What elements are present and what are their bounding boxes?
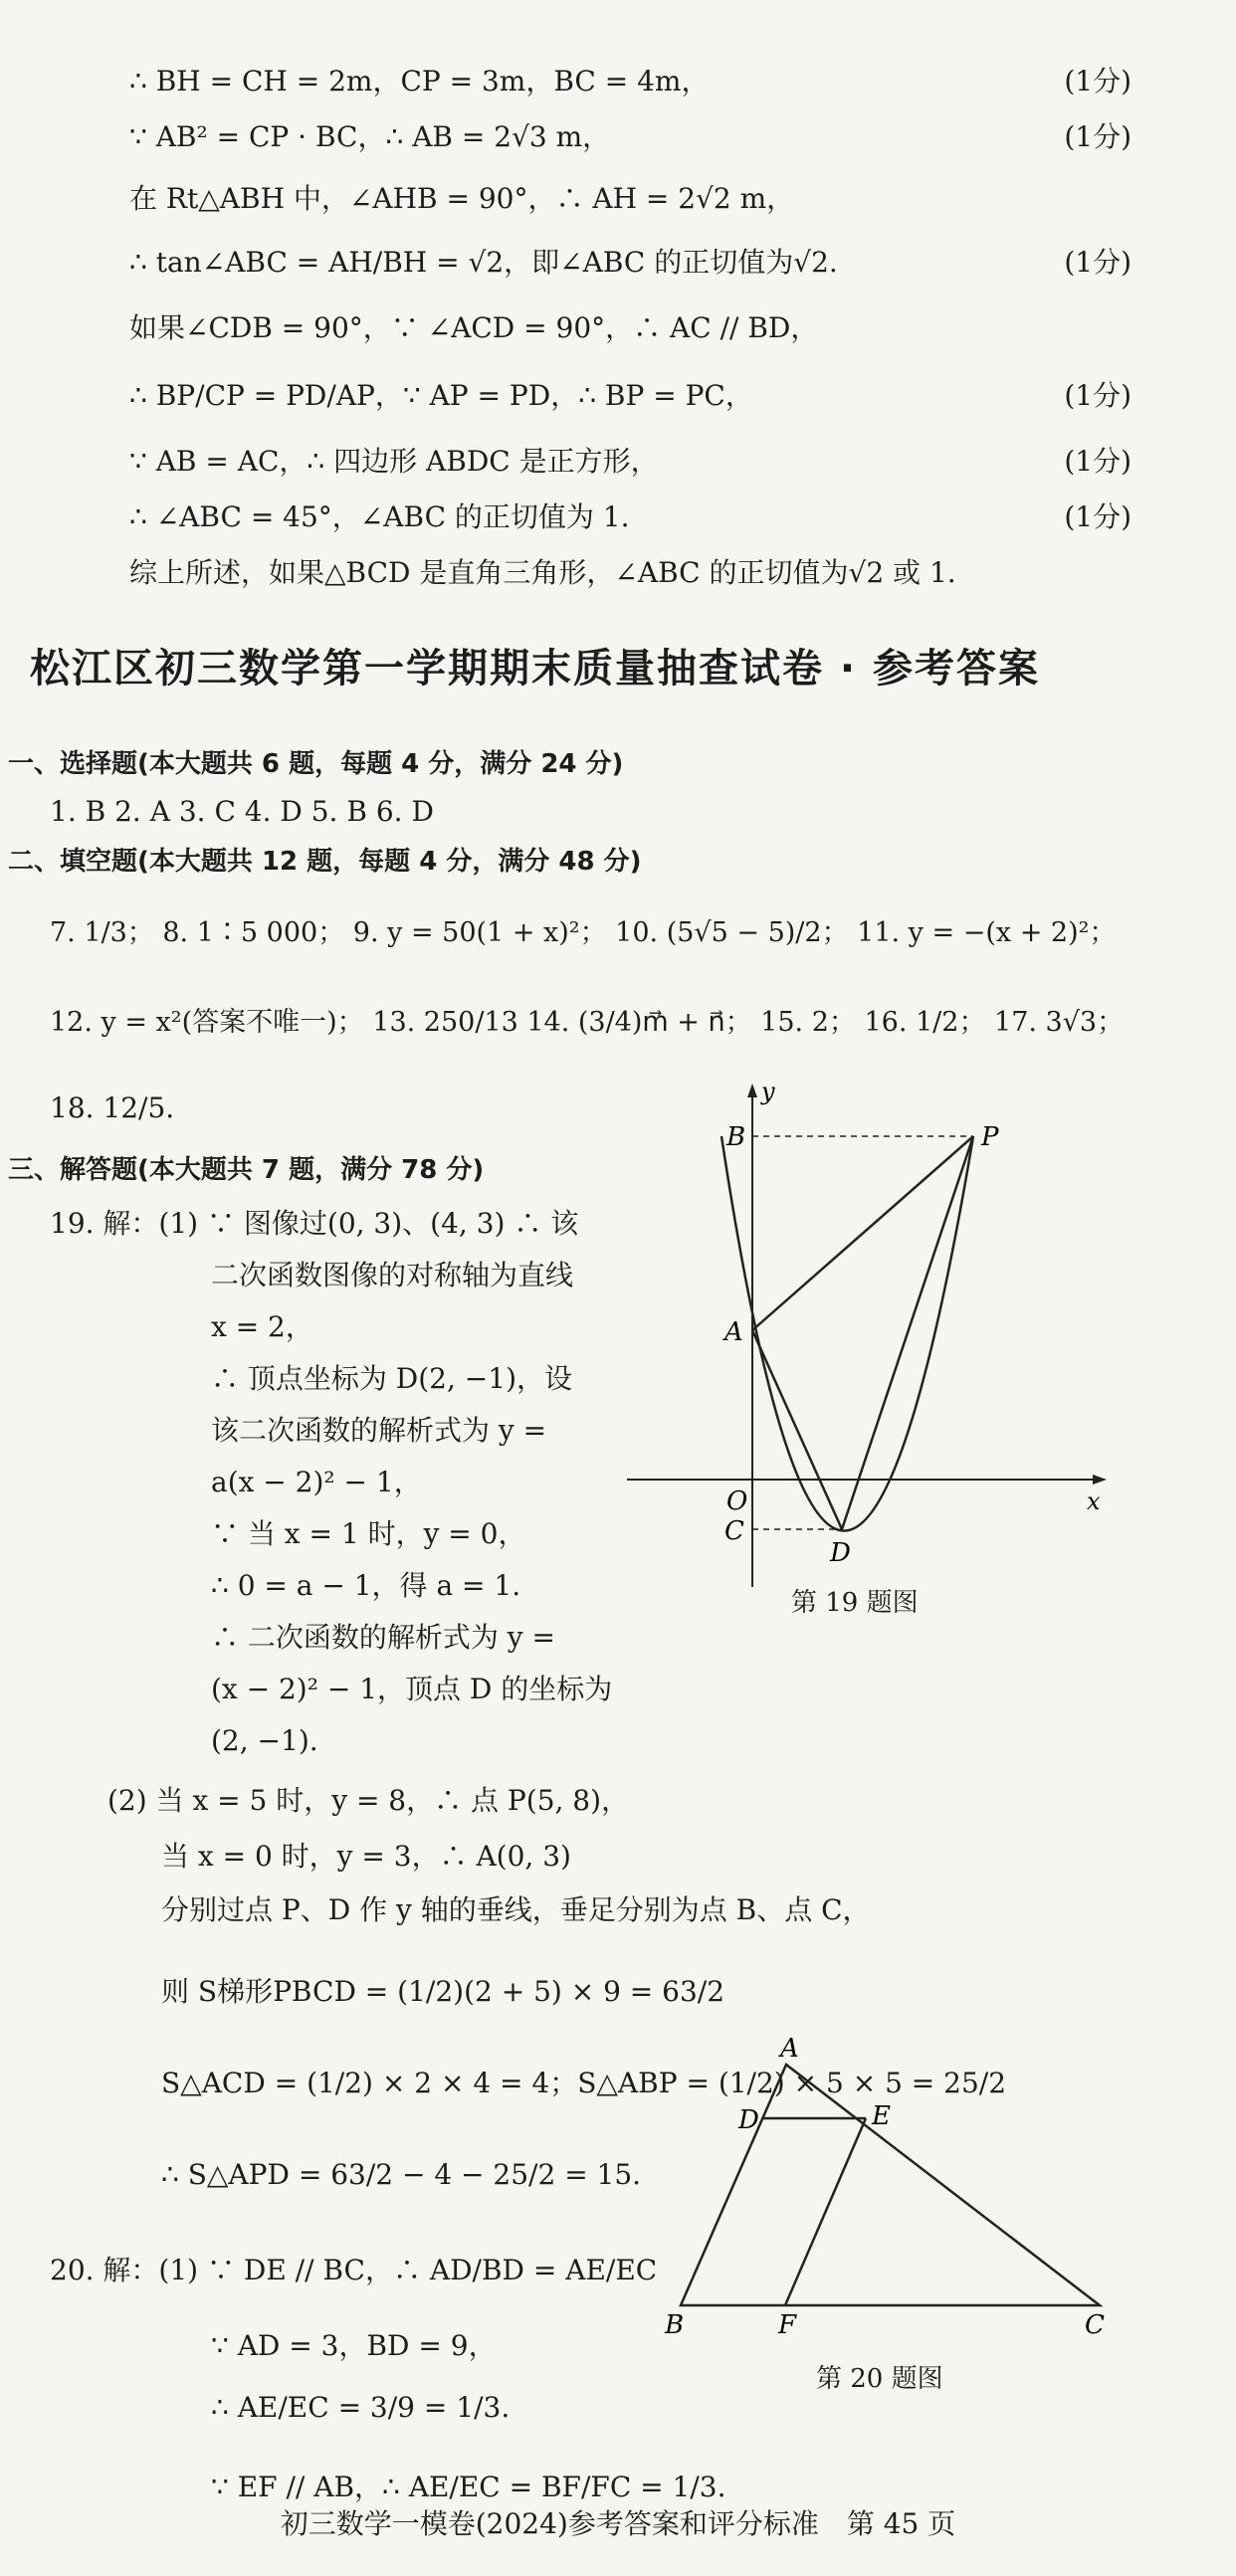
solution-line: 二次函数图像的对称轴为直线 <box>211 1259 574 1291</box>
solution-line: ∵ EF // AB，∴ AE/EC = BF/FC = 1/3. <box>211 2471 726 2503</box>
section-heading: 一、选择题(本大题共 6 题，每题 4 分，满分 24 分) <box>8 749 624 779</box>
answer-line: 12. y = x²(答案不唯一)； 13. 250/13 14. (3/4)m⃗ + n⃗； 15. 2； 16. 1/2； 17. 3√3； <box>50 1007 1125 1038</box>
solution-line: ∴ 顶点坐标为 D(2, −1)，设 <box>211 1362 572 1395</box>
solution-line: a(x − 2)² − 1， <box>211 1466 422 1498</box>
solution-line: 分别过点 P、D 作 y 轴的垂线，垂足分别为点 B、点 C， <box>161 1893 871 1926</box>
segment-ad <box>752 1330 842 1529</box>
text-line: ∴ ∠ABC = 45°，∠ABC 的正切值为 1. <box>129 500 630 533</box>
parabola <box>721 1136 973 1531</box>
section-heading: 三、解答题(本大题共 7 题，满分 78 分) <box>8 1155 485 1185</box>
segment-ef <box>785 2118 866 2305</box>
text-line: ∵ AB² = CP · BC，∴ AB = 2√3 m， <box>129 120 611 153</box>
text-line: ∵ AB = AC，∴ 四边形 ABDC 是正方形， <box>129 445 659 478</box>
label-b: B <box>665 2310 685 2340</box>
page-title: 松江区初三数学第一学期期末质量抽查试卷 · 参考答案 <box>30 646 1041 692</box>
answer-line: 7. 1/3； 8. 1∶5 000； 9. y = 50(1 + x)²； 10. (5√5 − 5)/2； 11. y = −(x + 2)²； <box>50 917 1117 948</box>
label-e: E <box>872 2101 891 2131</box>
solution-line: x = 2， <box>211 1310 313 1343</box>
text-line: 在 Rt△ABH 中，∠AHB = 90°，∴ AH = 2√2 m， <box>129 182 795 215</box>
label-c: C <box>724 1516 744 1546</box>
label-a: A <box>724 1317 743 1347</box>
answer-line: 18. 12/5. <box>50 1091 175 1124</box>
label-o: O <box>726 1486 748 1516</box>
score-mark: (1分) <box>1064 379 1132 412</box>
label-d: D <box>830 1538 851 1568</box>
text-line: ∴ tan∠ABC = AH/BH = √2，即∠ABC 的正切值为√2. <box>129 246 838 279</box>
solution-line: ∴ S△APD = 63/2 − 4 − 25/2 = 15. <box>161 2158 642 2191</box>
solution-line: (2) 当 x = 5 时，y = 8，∴ 点 P(5, 8)， <box>107 1784 630 1817</box>
page-footer: 初三数学一模卷(2024)参考答案和评分标准 第 45 页 <box>280 2507 956 2540</box>
x-axis-arrow <box>1093 1475 1107 1485</box>
solution-line: 当 x = 0 时，y = 3，∴ A(0, 3) <box>161 1840 571 1873</box>
figure-19-caption: 第 19 题图 <box>791 1588 919 1618</box>
figure-20 <box>647 2035 1115 2353</box>
section-heading: 二、填空题(本大题共 12 题，每题 4 分，满分 48 分) <box>8 847 642 877</box>
solution-line: 则 S梯形PBCD = (1/2)(2 + 5) × 9 = 63/2 <box>161 1975 725 2008</box>
solution-line: (2, −1). <box>211 1724 318 1757</box>
solution-line: S△ACD = (1/2) × 2 × 4 = 4；S△ABP = (1/2) × 5 × 5 = 25/2 <box>161 2067 1007 2099</box>
text-line: ∴ BP/CP = PD/AP，∵ AP = PD，∴ BP = PC， <box>129 379 753 412</box>
solution-line: (x − 2)² − 1，顶点 D 的坐标为 <box>211 1673 613 1705</box>
solution-line: 该二次函数的解析式为 y = <box>211 1414 547 1447</box>
solution-line: ∴ AE/EC = 3/9 = 1/3. <box>211 2391 511 2424</box>
label-p: P <box>981 1122 999 1152</box>
text-line: 如果∠CDB = 90°，∵ ∠ACD = 90°，∴ AC // BD， <box>129 311 819 344</box>
label-d: D <box>738 2105 759 2135</box>
score-mark: (1分) <box>1064 246 1132 279</box>
score-mark: (1分) <box>1064 120 1132 153</box>
label-c: C <box>1085 2310 1105 2340</box>
score-mark: (1分) <box>1064 445 1132 478</box>
solution-line: ∵ AD = 3，BD = 9， <box>211 2329 497 2362</box>
solution-line: 20. 解：(1) ∵ DE // BC，∴ AD/BD = AE/EC <box>50 2254 658 2286</box>
solution-line: ∴ 二次函数的解析式为 y = <box>211 1621 555 1654</box>
label-a: A <box>780 2035 799 2064</box>
label-y: y <box>761 1080 775 1105</box>
label-x: x <box>1087 1487 1101 1515</box>
text-line: 综上所述，如果△BCD 是直角三角形，∠ABC 的正切值为√2 或 1. <box>129 556 956 589</box>
text-line: ∴ BH = CH = 2m，CP = 3m，BC = 4m， <box>129 65 710 98</box>
figure-19 <box>617 1080 1115 1607</box>
label-b: B <box>726 1122 746 1152</box>
answer-line: 1. B 2. A 3. C 4. D 5. B 6. D <box>50 795 434 828</box>
score-mark: (1分) <box>1064 500 1132 533</box>
solution-line: ∵ 当 x = 1 时，y = 0， <box>211 1517 526 1550</box>
figure-20-caption: 第 20 题图 <box>816 2364 943 2394</box>
solution-line: 19. 解：(1) ∵ 图像过(0, 3)、(4, 3) ∴ 该 <box>50 1207 579 1240</box>
y-axis-arrow <box>747 1084 757 1097</box>
solution-line: ∴ 0 = a − 1，得 a = 1. <box>211 1569 521 1602</box>
label-f: F <box>778 2310 797 2340</box>
score-mark: (1分) <box>1064 65 1132 98</box>
